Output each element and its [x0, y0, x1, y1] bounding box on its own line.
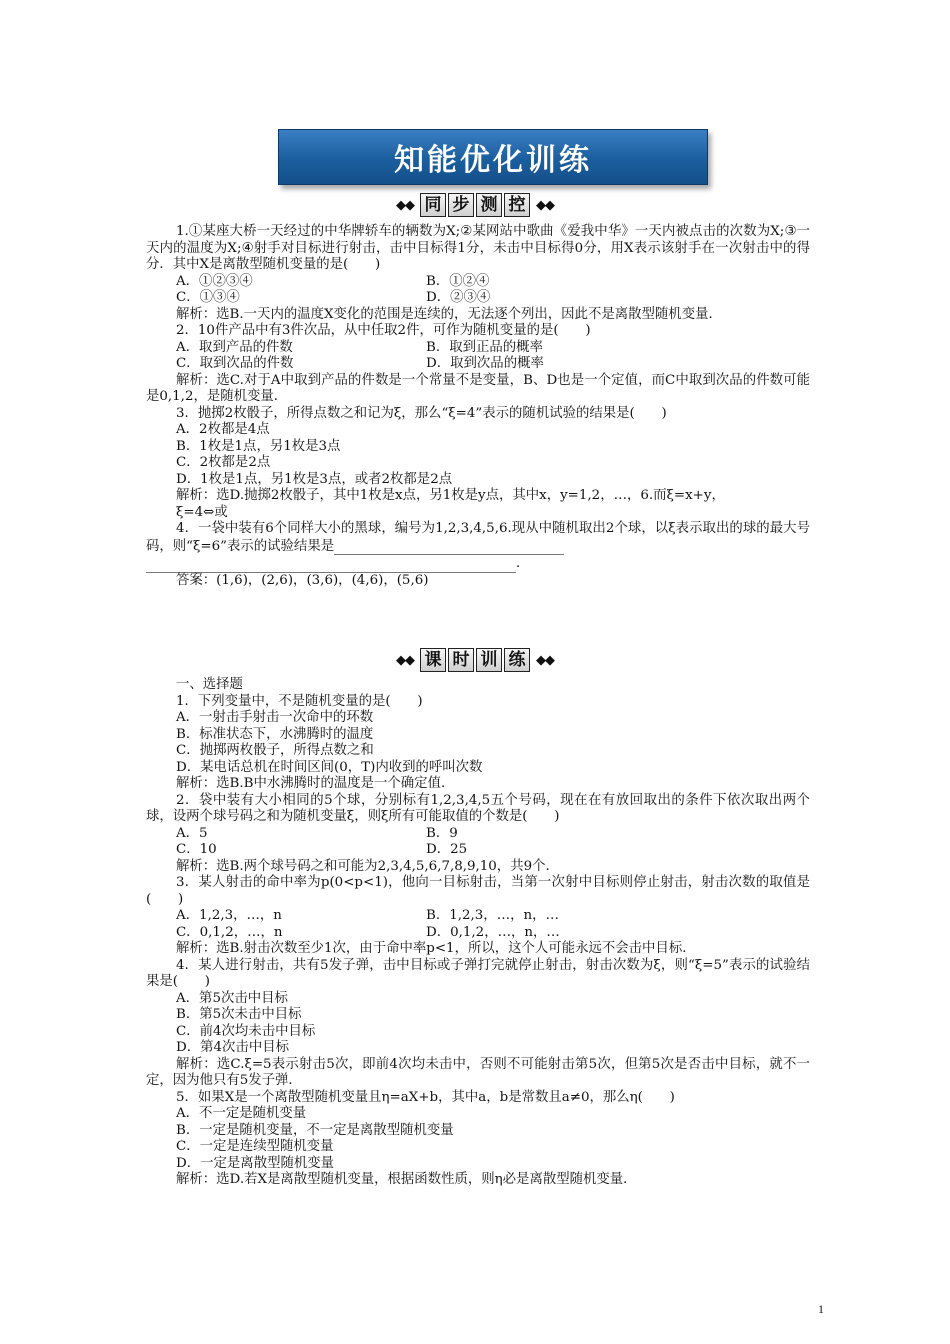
question-stem: 4．某人进行射击，共有5发子弹，击中目标或子弹打完就停止射击，射击次数为ξ，则“ξ=5”表示的试验结果是( ) [146, 957, 810, 989]
option: B．1枚是1点，另1枚是3点 [176, 438, 341, 454]
option-row: A．①②③④ B．①②④ [176, 273, 490, 289]
title-banner [278, 129, 708, 185]
fill-blank[interactable] [334, 538, 564, 556]
option: C．前4次均未击中目标 [176, 1023, 316, 1039]
option: C．抛掷两枚骰子，所得点数之和 [176, 743, 374, 758]
option: A．不一定是随机变量 [176, 1106, 307, 1121]
option-row: A．5 B．9 [176, 825, 458, 841]
option: D．第4次击中目标 [176, 1040, 289, 1055]
fill-blank[interactable] [146, 555, 516, 573]
option-row: C．10 D．25 [176, 842, 468, 857]
option-row: A．取到产品的件数 B．取到正品的概率 [176, 339, 543, 355]
option-row: C．①③④ D．②③④ [176, 290, 491, 305]
answer-analysis: 答案：(1,6)，(2,6)，(3,6)，(4,6)，(5,6) [176, 572, 429, 588]
option-row: C．0,1,2，…，n D．0,1,2，…，n，… [176, 924, 560, 940]
option: D．1枚是1点，另1枚是3点，或者2枚都是2点 [176, 471, 453, 487]
question-stem: 2．10件产品中有3件次品，从中任取2件，可作为随机变量的是( ) [176, 323, 591, 338]
question-stem: 4．一袋中装有6个同样大小的黑球，编号为1,2,3,4,5,6.现从中随机取出2个球，以ξ表示取出的球的最大号码，则“ξ=6”表示的试验结果是 [146, 521, 810, 554]
option: C．一定是连续型随机变量 [176, 1139, 334, 1154]
option: B．第5次未击中目标 [176, 1007, 302, 1022]
section-title-sync: 同 步 测 控 [420, 193, 530, 217]
fill-blank-line: ． [146, 555, 810, 573]
section-header-sync [0, 193, 950, 217]
answer-analysis: 解析：选D.若X是离散型随机变量，根据函数性质，则η必是离散型随机变量． [176, 1172, 637, 1187]
option-row: A．1,2,3，…，n B．1,2,3，…，n，… [176, 908, 559, 923]
diamond-ornament-icon: ◆◆ [396, 652, 414, 668]
question-stem: 1．下列变量中，不是随机变量的是( ) [176, 693, 423, 709]
banner-title: 知能优化训练 [394, 143, 592, 178]
section-title-lesson: 课 时 训 练 [420, 648, 530, 672]
option: A．一射击手射击一次命中的环数 [176, 710, 374, 725]
option: B．标准状态下，水沸腾时的温度 [176, 726, 374, 742]
question-stem: 1.①某座大桥一天经过的中华牌轿车的辆数为X;②某网站中歌曲《爱我中华》一天内被点击的次数为X;③一天内的温度为X;④射手对目标进行射击，击中目标得1分，未击中目标得0分，用X表示该射手在一次射击中的得分．其中X是离散型随机变量的是( ) [146, 224, 810, 272]
answer-analysis-cont: ξ=4⇔或 [176, 504, 228, 520]
question-stem: 5．如果X是一个离散型随机变量且η=aX+b，其中a，b是常数且a≠0，那么η( ) [176, 1089, 675, 1105]
answer-analysis: 解析：选B.B中水沸腾时的温度是一个确定值． [176, 776, 455, 791]
question-stem: 3．抛掷2枚骰子，所得点数之和记为ξ，那么“ξ=4”表示的随机试验的结果是( ) [176, 405, 667, 421]
sync-section-content [146, 224, 810, 589]
section-heading: 一、选择题 [176, 677, 243, 692]
answer-analysis: 解析：选D.抛掷2枚骰子，其中1枚是x点，另1枚是y点，其中x，y=1,2，…，6.而ξ=x+y， [176, 488, 725, 503]
answer-analysis: 解析：选B.一天内的温度X变化的范围是连续的，无法逐个列出，因此不是离散型随机变量． [176, 306, 722, 322]
diamond-ornament-icon: ◆◆ [396, 197, 414, 213]
option-row: C．取到次品的件数 D．取到次品的概率 [176, 356, 544, 371]
option: D．一定是离散型随机变量 [176, 1155, 335, 1171]
option: D．某电话总机在时间区间(0，T)内收到的呼叫次数 [176, 759, 483, 775]
question-stem: 3．某人射击的命中率为p(0<p<1)，他向一目标射击，当第一次射中目标则停止射击，射击次数的取值是( ) [146, 875, 810, 907]
option: C．2枚都是2点 [176, 455, 271, 470]
diamond-ornament-icon: ◆◆ [536, 652, 554, 668]
lesson-section-content [146, 677, 810, 1189]
answer-analysis: 解析：选C.对于A中取到产品的件数是一个常量不是变量，B、D也是一个定值，而C中取到次品的件数可能是0,1,2，是随机变量． [146, 372, 810, 404]
option: A．2枚都是4点 [176, 422, 270, 437]
answer-analysis: 解析：选C.ξ=5表示射击5次，即前4次均未击中，否则不可能射击第5次，但第5次是否击中目标，就不一定，因为他只有5发子弹． [146, 1056, 810, 1088]
option: A．第5次击中目标 [176, 990, 288, 1006]
answer-analysis: 解析：选B.两个球号码之和可能为2,3,4,5,6,7,8,9,10，共9个． [176, 858, 559, 874]
diamond-ornament-icon: ◆◆ [536, 197, 554, 213]
option: B．一定是随机变量，不一定是离散型随机变量 [176, 1122, 454, 1138]
page-number: 1 [818, 1302, 824, 1316]
answer-analysis: 解析：选B.射击次数至少1次，由于命中率p<1，所以，这个人可能永远不会击中目标． [176, 941, 696, 956]
section-header-lesson [0, 648, 950, 672]
question-stem: 2．袋中装有大小相同的5个球，分别标有1,2,3,4,5五个号码，现在在有放回取出的条件下依次取出两个球，设两个球号码之和为随机变量ξ，则ξ所有可能取值的个数是( ) [146, 792, 810, 824]
